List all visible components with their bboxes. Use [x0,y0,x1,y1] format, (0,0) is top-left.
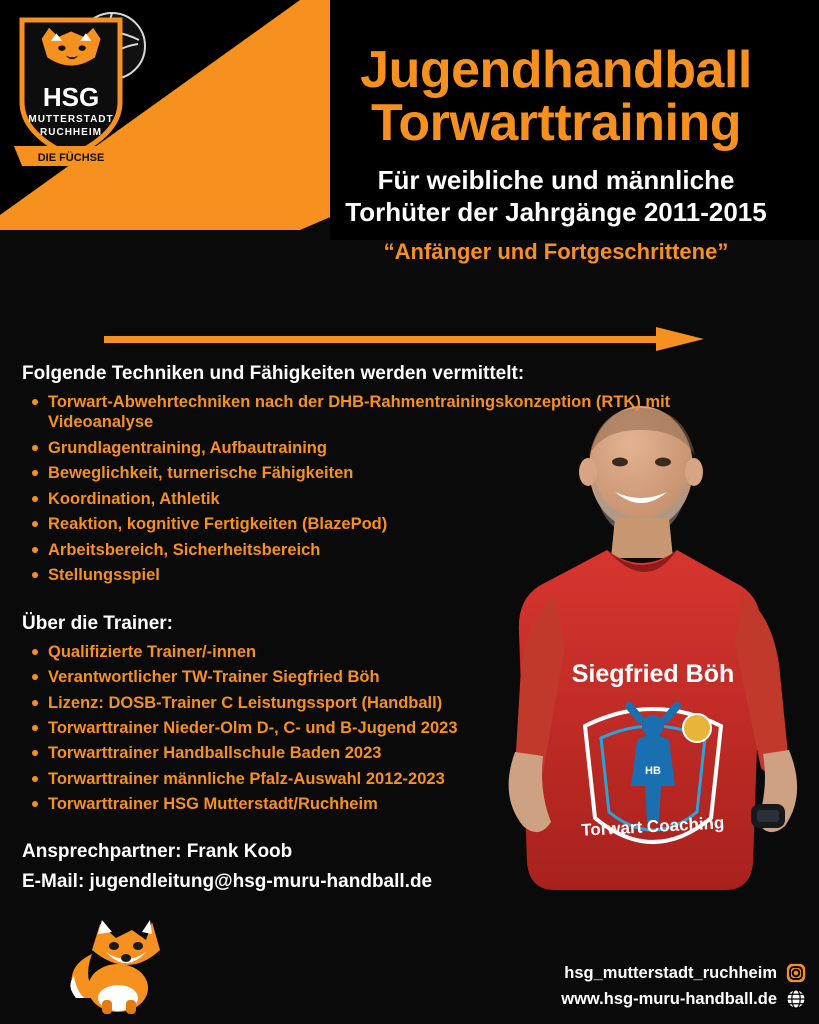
shirt-badge-text: HB [645,765,661,777]
poster-body [22,363,722,901]
list-item: Beweglichkeit, turnerische Fähigkeiten [22,463,708,483]
trainers-list [22,642,722,815]
list-item: Grundlagentraining, Aufbautraining [22,438,708,458]
list-item: Torwart-Abwehrtechniken nach der DHB-Rahmentrainingskonzeption (RTK) mit Videoanalyse [22,392,708,433]
quote-text: “Anfänger und Fortgeschrittene” [383,238,729,264]
subtitle-line-2: Torhüter der Jahrgänge 2011-2015 [345,197,767,228]
title-line-2: Torwarttraining [371,94,741,153]
list-item: Lizenz: DOSB-Trainer C Leistungssport (Handball) [22,693,708,713]
logo-abbr: HSG [42,82,100,112]
shirt-logo-text: Torwart Coaching [580,813,725,840]
club-logo [8,6,154,176]
list-item: Torwarttrainer HSG Mutterstadt/Ruchheim [22,794,708,814]
instagram-icon[interactable] [785,962,807,984]
section-techniques [22,363,722,586]
list-item: Torwarttrainer männliche Pfalz-Auswahl 2012-2023 [22,769,708,789]
svg-text:DIE FÜCHSE: DIE FÜCHSE [37,152,105,164]
contact-block [22,841,722,893]
footer-website-row[interactable] [561,988,807,1010]
techniques-list [22,392,722,586]
poster-header [300,41,812,265]
list-item: Torwarttrainer Nieder-Olm D-, C- und B-Jugend 2023 [22,718,708,738]
list-item: Stellungsspiel [22,565,708,585]
section-heading: Über die Trainer: [22,612,173,634]
list-item: Reaktion, kognitive Fertigkeiten (BlazePod) [22,514,708,534]
contact-email: E-Mail: jugendleitung@hsg-muru-handball.de [22,870,433,892]
section-heading: Folgende Techniken und Fähigkeiten werden vermittelt: [22,363,525,384]
globe-icon[interactable] [785,988,807,1010]
list-item: Torwarttrainer Handballschule Baden 2023 [22,743,708,763]
title-line-1: Jugendhandball [360,41,752,99]
section-trainers [22,613,722,815]
svg-text:MUTTERSTADT: MUTTERSTADT [28,114,114,125]
list-item: Verantwortlicher TW-Trainer Siegfried Böh [22,667,708,687]
arrow-divider [104,327,704,351]
instagram-handle: hsg_mutterstadt_ruchheim [564,963,777,982]
website-url: www.hsg-muru-handball.de [561,989,777,1008]
section-spacer [22,591,722,613]
list-item: Qualifizierte Trainer/-innen [22,642,708,662]
svg-text:RUCHHEIM: RUCHHEIM [40,127,102,138]
list-item: Koordination, Athletik [22,489,708,509]
list-item: Arbeitsbereich, Sicherheitsbereich [22,540,708,560]
footer-instagram-row[interactable] [561,962,807,984]
subtitle-line-1: Für weibliche und männliche [377,165,735,196]
contact-person: Ansprechpartner: Frank Koob [22,840,293,862]
shirt-name-print: Siegfried Böh [571,660,735,688]
footer [561,962,807,1014]
fox-mascot-icon [62,906,190,1016]
